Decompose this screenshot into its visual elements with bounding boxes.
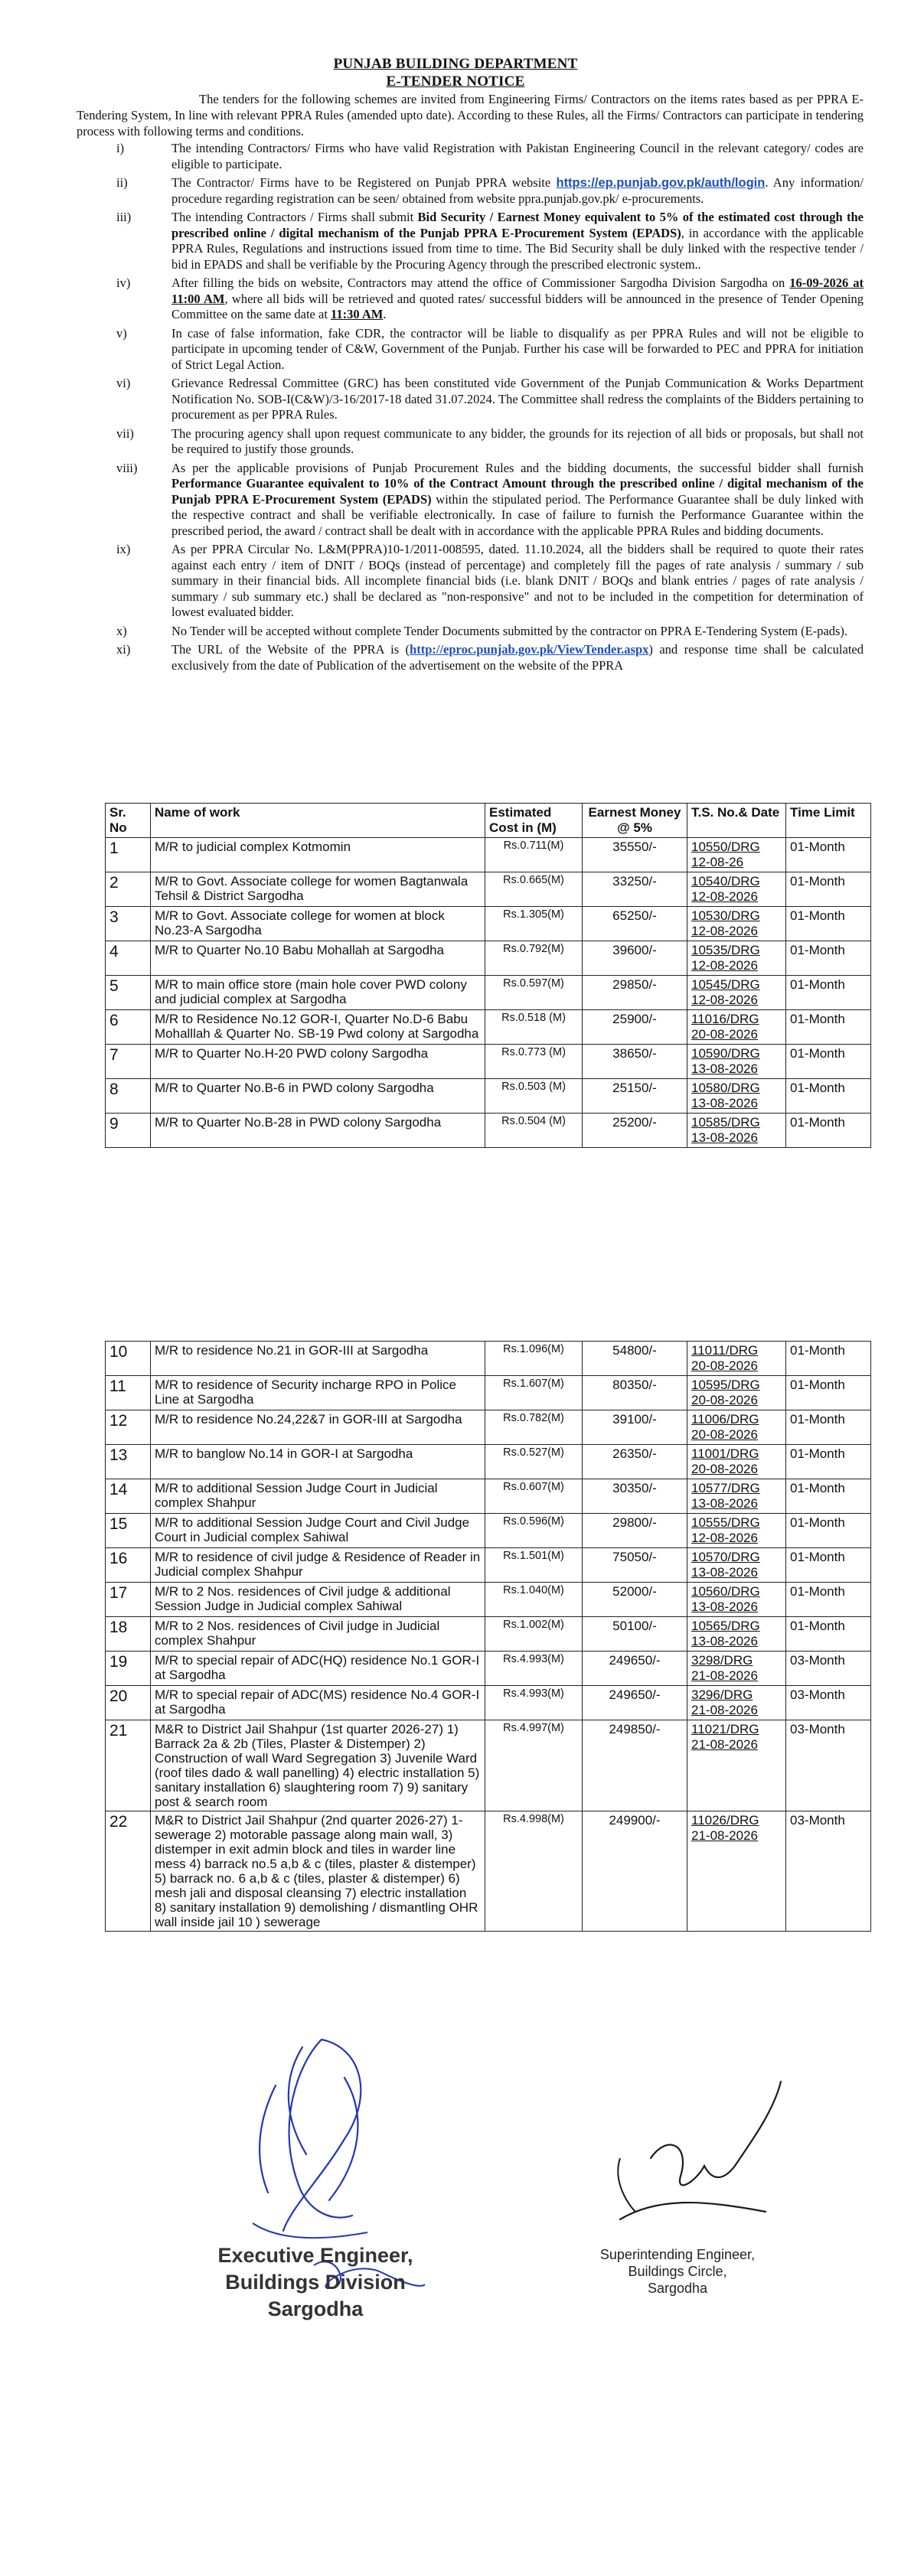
cell-time-limit: 03-Month xyxy=(786,1652,871,1686)
cell-time-limit: 01-Month xyxy=(786,976,871,1010)
term-text xyxy=(171,175,864,207)
cell-earnest-money: 249900/- xyxy=(583,1811,687,1932)
cell-sr-no: 14 xyxy=(106,1479,151,1514)
ts-number: 10595/DRG xyxy=(691,1378,760,1392)
term-item xyxy=(77,276,864,323)
ts-date: 21-08-2026 xyxy=(691,1668,758,1683)
ts-date: 21-08-2026 xyxy=(691,1703,758,1717)
superintending-engineer-block xyxy=(574,2246,781,2297)
cell-ts-no-date xyxy=(687,1010,786,1045)
ts-date: 13-08-2026 xyxy=(691,1599,758,1614)
term-item xyxy=(77,326,864,373)
table-row xyxy=(106,1010,871,1045)
term-item xyxy=(77,624,864,640)
cell-time-limit: 01-Month xyxy=(786,838,871,872)
table-row xyxy=(106,941,871,976)
cell-sr-no: 11 xyxy=(106,1376,151,1410)
cell-estimated-cost: Rs.0.607(M) xyxy=(485,1479,583,1514)
cell-estimated-cost: Rs.4.993(M) xyxy=(485,1686,583,1720)
cell-earnest-money: 33250/- xyxy=(583,872,687,907)
table-row xyxy=(106,1376,871,1410)
cell-sr-no: 20 xyxy=(106,1686,151,1720)
ts-number: 10570/DRG xyxy=(691,1550,760,1564)
ts-number: 10555/DRG xyxy=(691,1515,760,1530)
term-text xyxy=(171,461,864,540)
ts-date: 20-08-2026 xyxy=(691,1393,758,1407)
cell-earnest-money: 29850/- xyxy=(583,976,687,1010)
cell-earnest-money: 80350/- xyxy=(583,1376,687,1410)
term-segment: No Tender will be accepted without complete Tender Documents submitted by the contractor on PPRA E-Tendering System (E-pads). xyxy=(171,623,848,638)
cell-earnest-money: 65250/- xyxy=(583,907,687,941)
cell-time-limit: 01-Month xyxy=(786,1376,871,1410)
cell-name-of-work: M/R to main office store (main hole cover PWD colony and judicial complex at Sargodha xyxy=(151,976,485,1010)
cell-name-of-work: M/R to Quarter No.B-6 in PWD colony Sargodha xyxy=(151,1079,485,1114)
cell-estimated-cost: Rs.1.002(M) xyxy=(485,1617,583,1652)
term-number: iii) xyxy=(116,210,132,224)
cell-earnest-money: 75050/- xyxy=(583,1548,687,1583)
table-row xyxy=(106,1811,871,1932)
term-segment: Grievance Redressal Committee (GRC) has been constituted vide Government of the Punjab Communication & Works Department Notification No. SOB-I(C&W)/3-16/2017-18 dated 31.07.2024. The Committee shall redress the complaints of the Bidders pertaining to procurement as per PPRA Rules. xyxy=(171,376,864,422)
ts-number: 10590/DRG xyxy=(691,1046,760,1061)
cell-estimated-cost: Rs.0.792(M) xyxy=(485,941,583,976)
term-segment: As per the applicable provisions of Punjab Procurement Rules and the bidding documents, the successful bidder shall furnish xyxy=(171,460,864,475)
table-row xyxy=(106,1583,871,1617)
term-segment: In case of false information, fake CDR, the contractor will be liable to disqualify as per PPRA Rules and will not be eligible to participate in upcoming tender of C&W, Government of the Punjab. Further his case will be forwarded to PEC and PPRA for initiation of Strict Legal Action. xyxy=(171,325,864,372)
term-segment: 11:30 AM xyxy=(331,307,384,321)
cell-sr-no: 13 xyxy=(106,1445,151,1479)
cell-estimated-cost: Rs.1.305(M) xyxy=(485,907,583,941)
cell-estimated-cost: Rs.0.773 (M) xyxy=(485,1045,583,1079)
table-row xyxy=(106,1548,871,1583)
cell-earnest-money: 29800/- xyxy=(583,1514,687,1548)
table-header-row xyxy=(106,804,871,838)
cell-name-of-work: M/R to Govt. Associate college for women at block No.23-A Sargodha xyxy=(151,907,485,941)
cell-time-limit: 01-Month xyxy=(786,1045,871,1079)
cell-time-limit: 01-Month xyxy=(786,1010,871,1045)
cell-ts-no-date xyxy=(687,907,786,941)
term-segment: The procuring agency shall upon request communicate to any bidder, the grounds for its rejection of all bids or proposals, but shall not be required to justify those grounds. xyxy=(171,426,864,456)
cell-name-of-work: M&R to District Jail Shahpur (1st quarter 2026-27) 1) Barrack 2a & 2b (Tiles, Plaster & Distemper) 2) Construction of wall Ward Segregation 3) Juvenile Ward (roof tiles dado & wall panelling) 4) electric installation 5) sanitary installation 6) slaughtering room 7) 9) sanitary post & search room xyxy=(151,1720,485,1811)
cell-time-limit: 01-Month xyxy=(786,1617,871,1652)
term-number: vii) xyxy=(116,426,134,441)
cell-earnest-money: 38650/- xyxy=(583,1045,687,1079)
cell-earnest-money: 25150/- xyxy=(583,1079,687,1114)
cell-ts-no-date xyxy=(687,1376,786,1410)
terms-list xyxy=(77,141,864,677)
cell-estimated-cost: Rs.1.040(M) xyxy=(485,1583,583,1617)
cell-name-of-work: M/R to banglow No.14 in GOR-I at Sargodha xyxy=(151,1445,485,1479)
cell-name-of-work: M/R to additional Session Judge Court in Judicial complex Shahpur xyxy=(151,1479,485,1514)
term-segment: , where all bids will be retrieved and quoted rates/ successful bidders will be announced in the presence of Tender Opening Committee on the same date at xyxy=(171,291,864,321)
cell-estimated-cost: Rs.1.607(M) xyxy=(485,1376,583,1410)
cell-time-limit: 01-Month xyxy=(786,1583,871,1617)
cell-sr-no: 22 xyxy=(106,1811,151,1932)
ts-date: 13-08-2026 xyxy=(691,1061,758,1076)
term-number: viii) xyxy=(116,460,138,475)
cell-estimated-cost: Rs.0.504 (M) xyxy=(485,1114,583,1148)
term-item xyxy=(77,426,864,458)
table-row xyxy=(106,1045,871,1079)
term-segment: . xyxy=(383,307,387,321)
cell-name-of-work: M/R to Govt. Associate college for women Bagtanwala Tehsil & District Sargodha xyxy=(151,872,485,907)
ts-date: 12-08-2026 xyxy=(691,889,758,904)
ts-number: 10550/DRG xyxy=(691,840,760,854)
cell-time-limit: 03-Month xyxy=(786,1686,871,1720)
superintending-engineer-city: Sargodha xyxy=(647,2281,708,2296)
cell-sr-no: 19 xyxy=(106,1652,151,1686)
term-item xyxy=(77,542,864,621)
term-item xyxy=(77,461,864,540)
table-row xyxy=(106,1514,871,1548)
term-text xyxy=(171,326,864,373)
cell-earnest-money: 25200/- xyxy=(583,1114,687,1148)
cell-time-limit: 01-Month xyxy=(786,1114,871,1148)
term-item xyxy=(77,376,864,423)
cell-estimated-cost: Rs.0.597(M) xyxy=(485,976,583,1010)
cell-estimated-cost: Rs.0.665(M) xyxy=(485,872,583,907)
term-number: xi) xyxy=(116,642,131,657)
executive-engineer-block xyxy=(201,2242,430,2323)
cell-estimated-cost: Rs.0.782(M) xyxy=(485,1410,583,1445)
cell-name-of-work: M&R to District Jail Shahpur (2nd quarter 2026-27) 1- sewerage 2) motorable passage along main wall, 3) distemper in exit admin block and tiles in warder line mess 4) barrack no.5 a,b & c (tiles, plaster & distemper) 5) barrack no. 6 a,b & c (tiles, plaster & distemper) 6) mesh jali and disposal cleansing 7) electric installation 8) sanitary installation 9) demolishing / dismantling OHR wall inside jail 10 ) sewerage xyxy=(151,1811,485,1932)
cell-name-of-work: M/R to residence of Security incharge RPO in Police Line at Sargodha xyxy=(151,1376,485,1410)
cell-earnest-money: 39600/- xyxy=(583,941,687,976)
cell-estimated-cost: Rs.4.998(M) xyxy=(485,1811,583,1932)
term-text xyxy=(171,542,864,621)
cell-name-of-work: M/R to residence No.21 in GOR-III at Sargodha xyxy=(151,1342,485,1376)
table-row xyxy=(106,1652,871,1686)
table-row xyxy=(106,1479,871,1514)
cell-time-limit: 01-Month xyxy=(786,1479,871,1514)
term-number: iv) xyxy=(116,276,131,290)
cell-sr-no: 2 xyxy=(106,872,151,907)
ts-number: 3298/DRG xyxy=(691,1653,753,1668)
table-row xyxy=(106,1445,871,1479)
cell-sr-no: 16 xyxy=(106,1548,151,1583)
cell-sr-no: 7 xyxy=(106,1045,151,1079)
cell-ts-no-date xyxy=(687,976,786,1010)
cell-time-limit: 03-Month xyxy=(786,1811,871,1932)
superintending-engineer-signature xyxy=(589,2066,789,2250)
cell-name-of-work: M/R to Quarter No.H-20 PWD colony Sargodha xyxy=(151,1045,485,1079)
cell-earnest-money: 25900/- xyxy=(583,1010,687,1045)
cell-earnest-money: 52000/- xyxy=(583,1583,687,1617)
cell-estimated-cost: Rs.4.993(M) xyxy=(485,1652,583,1686)
ts-number: 11006/DRG xyxy=(691,1412,759,1427)
cell-sr-no: 1 xyxy=(106,838,151,872)
superintending-engineer-circle: Buildings Circle, xyxy=(628,2264,727,2279)
cell-sr-no: 9 xyxy=(106,1114,151,1148)
term-text xyxy=(171,426,864,458)
cell-earnest-money: 54800/- xyxy=(583,1342,687,1376)
cell-sr-no: 4 xyxy=(106,941,151,976)
term-item xyxy=(77,141,864,172)
term-segment: After filling the bids on website, Contractors may attend the office of Commissioner Sargodha Division Sargodha on xyxy=(171,276,790,290)
cell-estimated-cost: Rs.0.518 (M) xyxy=(485,1010,583,1045)
cell-time-limit: 01-Month xyxy=(786,907,871,941)
cell-estimated-cost: Rs.0.596(M) xyxy=(485,1514,583,1548)
ts-number: 11011/DRG xyxy=(691,1343,759,1358)
ts-number: 11026/DRG xyxy=(691,1813,759,1828)
term-segment: As per PPRA Circular No. L&M(PPRA)10-1/2011-008595, dated. 11.10.2024, all the bidders shall be required to quote their rates against each entry / item of DNIT / BOQs (instead of percentage) and completely fill the pages of rate analysis / summary / sub summary in their financial bids. All incomplete financial bids (i.e. blank DNIT / BOQs and blank entries / pages of rate analysis / summary / sub summary etc.) shall be declared as "non-responsive" and not to be included in the competition for determination of lowest evaluated bidder. xyxy=(171,542,864,619)
cell-earnest-money: 26350/- xyxy=(583,1445,687,1479)
ts-number: 10580/DRG xyxy=(691,1081,760,1095)
notice-title: E-TENDER NOTICE xyxy=(386,73,525,90)
term-link[interactable]: http://eproc.punjab.gov.pk/ViewTender.aspx xyxy=(410,642,649,657)
cell-time-limit: 01-Month xyxy=(786,872,871,907)
ts-date: 20-08-2026 xyxy=(691,1427,758,1442)
cell-name-of-work: M/R to additional Session Judge Court and Civil Judge Court in Judicial complex Sahiwal xyxy=(151,1514,485,1548)
cell-ts-no-date xyxy=(687,1720,786,1811)
cell-ts-no-date xyxy=(687,1811,786,1932)
header-earnest-money: Earnest Money @ 5% xyxy=(583,804,687,838)
term-number: vi) xyxy=(116,376,131,390)
cell-sr-no: 6 xyxy=(106,1010,151,1045)
ts-date: 12-08-2026 xyxy=(691,1531,758,1545)
cell-ts-no-date xyxy=(687,1114,786,1148)
term-segment: ) and response time shall be calculated exclusively from the date of Publication of the advertisement on the website of the PPRA xyxy=(171,642,864,673)
cell-sr-no: 18 xyxy=(106,1617,151,1652)
cell-name-of-work: M/R to Quarter No.B-28 in PWD colony Sargodha xyxy=(151,1114,485,1148)
executive-engineer-division: Buildings Division xyxy=(225,2271,406,2294)
term-text xyxy=(171,276,864,323)
table-row xyxy=(106,1410,871,1445)
cell-name-of-work: M/R to Quarter No.10 Babu Mohallah at Sargodha xyxy=(151,941,485,976)
cell-earnest-money: 50100/- xyxy=(583,1617,687,1652)
cell-time-limit: 01-Month xyxy=(786,941,871,976)
term-segment: , in accordance with the applicable PPRA Rules, Regulations and instructions issued from time to time. The Bid Security shall be duly linked with the respective tender / bid in EPADS and shall be verifiable by the Procuring Agency through the prescribed electronic system.. xyxy=(171,225,864,272)
cell-ts-no-date xyxy=(687,1410,786,1445)
table-row xyxy=(106,1720,871,1811)
table-row xyxy=(106,907,871,941)
cell-estimated-cost: Rs.1.501(M) xyxy=(485,1548,583,1583)
ts-date: 13-08-2026 xyxy=(691,1130,758,1145)
cell-sr-no: 15 xyxy=(106,1514,151,1548)
intro-paragraph: The tenders for the following schemes are invited from Engineering Firms/ Contractors on the items rates based as per PPRA E-Tendering System, In line with relevant PPRA Rules (amended upto date). According to these Rules, all the Firms/ Contractors can participate in tendering process with following terms and conditions. xyxy=(77,92,864,139)
ts-number: 10565/DRG xyxy=(691,1619,760,1633)
cell-ts-no-date xyxy=(687,1548,786,1583)
ts-date: 20-08-2026 xyxy=(691,1462,758,1476)
cell-sr-no: 12 xyxy=(106,1410,151,1445)
term-segment: Performance Guarantee equivalent to 10% of the Contract Amount through the prescribed online / digital mechanism of the Punjab PPRA E-Procurement System (EPADS) xyxy=(171,476,864,507)
cell-name-of-work: M/R to Residence No.12 GOR-I, Quarter No.D-6 Babu Mohalllah & Quarter No. SB-19 Pwd colony at Sargodha xyxy=(151,1010,485,1045)
executive-engineer-signature xyxy=(230,2032,398,2254)
table-row xyxy=(106,1686,871,1720)
header-sr-no: Sr. No xyxy=(106,804,151,838)
ts-number: 10535/DRG xyxy=(691,943,760,957)
cell-ts-no-date xyxy=(687,1445,786,1479)
cell-earnest-money: 249650/- xyxy=(583,1686,687,1720)
term-item xyxy=(77,210,864,272)
term-segment: . Any information/ procedure regarding registration can be seen/ obtained from website ppra.punjab.gov.pk/ e-procurements. xyxy=(171,175,864,206)
table-row xyxy=(106,976,871,1010)
term-segment: within the stipulated period. The Performance Guarantee shall be duly linked with the respective contract and shall be verifiable electronically. In case of failure to furnish the Performance Guarantee within the prescribed period, the award / contract shall be dealt with in accordance with the applicable PPRA Rules and bidding documents. xyxy=(171,491,864,538)
term-item xyxy=(77,175,864,207)
ts-date: 12-08-26 xyxy=(691,855,744,869)
cell-estimated-cost: Rs.1.096(M) xyxy=(485,1342,583,1376)
term-number: v) xyxy=(116,325,127,341)
table-row xyxy=(106,1342,871,1376)
works-table-part-1 xyxy=(105,803,871,1148)
ts-date: 12-08-2026 xyxy=(691,993,758,1007)
cell-earnest-money: 249850/- xyxy=(583,1720,687,1811)
cell-earnest-money: 39100/- xyxy=(583,1410,687,1445)
cell-ts-no-date xyxy=(687,838,786,872)
cell-earnest-money: 35550/- xyxy=(583,838,687,872)
ts-date: 21-08-2026 xyxy=(691,1737,758,1752)
cell-time-limit: 01-Month xyxy=(786,1445,871,1479)
header-ts-no-date: T.S. No.& Date xyxy=(687,804,786,838)
header-estimated-cost: Estimated Cost in (M) xyxy=(485,804,583,838)
executive-engineer-title: Executive Engineer, xyxy=(217,2244,413,2267)
header-time-limit: Time Limit xyxy=(786,804,871,838)
term-text xyxy=(171,210,864,272)
cell-sr-no: 17 xyxy=(106,1583,151,1617)
ts-date: 13-08-2026 xyxy=(691,1634,758,1648)
cell-ts-no-date xyxy=(687,1583,786,1617)
cell-name-of-work: M/R to special repair of ADC(MS) residence No.4 GOR-I at Sargodha xyxy=(151,1686,485,1720)
cell-name-of-work: M/R to 2 Nos. residences of Civil judge & additional Session Judge in Judicial complex Sahiwal xyxy=(151,1583,485,1617)
cell-earnest-money: 249650/- xyxy=(583,1652,687,1686)
cell-ts-no-date xyxy=(687,1617,786,1652)
term-link[interactable]: https://ep.punjab.gov.pk/auth/login xyxy=(556,176,766,190)
term-number: x) xyxy=(116,623,127,638)
ts-date: 21-08-2026 xyxy=(691,1828,758,1843)
cell-ts-no-date xyxy=(687,941,786,976)
cell-estimated-cost: Rs.0.527(M) xyxy=(485,1445,583,1479)
ts-number: 11021/DRG xyxy=(691,1722,759,1736)
cell-name-of-work: M/R to residence of civil judge & Residence of Reader in Judicial complex Shahpur xyxy=(151,1548,485,1583)
ts-number: 3296/DRG xyxy=(691,1687,753,1702)
cell-earnest-money: 30350/- xyxy=(583,1479,687,1514)
cell-ts-no-date xyxy=(687,1686,786,1720)
term-segment: Bid Security / Earnest Money equivalent to 5% of the estimated cost through the prescribed online / digital mechanism of the Punjab PPRA E-Procurement System (EPADS) xyxy=(171,210,864,240)
term-text xyxy=(171,642,864,673)
cell-time-limit: 01-Month xyxy=(786,1548,871,1583)
table-row xyxy=(106,1079,871,1114)
cell-estimated-cost: Rs.4.997(M) xyxy=(485,1720,583,1811)
ts-date: 13-08-2026 xyxy=(691,1496,758,1511)
cell-sr-no: 8 xyxy=(106,1079,151,1114)
cell-time-limit: 01-Month xyxy=(786,1342,871,1376)
term-text xyxy=(171,624,864,640)
cell-ts-no-date xyxy=(687,872,786,907)
cell-name-of-work: M/R to judicial complex Kotmomin xyxy=(151,838,485,872)
term-number: ix) xyxy=(116,542,131,556)
term-segment: The intending Contractors / Firms shall submit xyxy=(171,210,418,224)
ts-number: 10540/DRG xyxy=(691,874,760,889)
table-row xyxy=(106,1114,871,1148)
cell-sr-no: 21 xyxy=(106,1720,151,1811)
header-name-of-work: Name of work xyxy=(151,804,485,838)
ts-date: 20-08-2026 xyxy=(691,1358,758,1373)
term-item xyxy=(77,642,864,673)
cell-time-limit: 01-Month xyxy=(786,1514,871,1548)
cell-name-of-work: M/R to 2 Nos. residences of Civil judge in Judicial complex Shahpur xyxy=(151,1617,485,1652)
term-segment: The URL of the Website of the PPRA is ( xyxy=(171,642,410,657)
ts-date: 20-08-2026 xyxy=(691,1027,758,1042)
term-text xyxy=(171,141,864,172)
cell-estimated-cost: Rs.0.503 (M) xyxy=(485,1079,583,1114)
ts-date: 12-08-2026 xyxy=(691,924,758,938)
table-row xyxy=(106,872,871,907)
ts-number: 10585/DRG xyxy=(691,1115,760,1130)
term-segment: The Contractor/ Firms have to be Registered on Punjab PPRA website xyxy=(171,175,557,190)
cell-sr-no: 10 xyxy=(106,1342,151,1376)
cell-sr-no: 5 xyxy=(106,976,151,1010)
ts-date: 12-08-2026 xyxy=(691,958,758,973)
cell-name-of-work: M/R to residence No.24,22&7 in GOR-III at Sargodha xyxy=(151,1410,485,1445)
cell-ts-no-date xyxy=(687,1045,786,1079)
table-row xyxy=(106,1617,871,1652)
cell-time-limit: 01-Month xyxy=(786,1410,871,1445)
term-segment: The intending Contractors/ Firms who have valid Registration with Pakistan Engineering Council in the relevant category/ codes are eligible to participate. xyxy=(171,141,864,171)
cell-time-limit: 03-Month xyxy=(786,1720,871,1811)
ts-number: 10545/DRG xyxy=(691,977,760,992)
cell-sr-no: 3 xyxy=(106,907,151,941)
term-number: i) xyxy=(116,141,125,155)
ts-date: 13-08-2026 xyxy=(691,1096,758,1110)
cell-time-limit: 01-Month xyxy=(786,1079,871,1114)
term-number: ii) xyxy=(116,175,128,190)
term-text xyxy=(171,376,864,423)
cell-ts-no-date xyxy=(687,1342,786,1376)
executive-engineer-city: Sargodha xyxy=(267,2297,364,2320)
term-segment: 16-09-2026 at 11:00 AM xyxy=(171,276,864,306)
cell-ts-no-date xyxy=(687,1514,786,1548)
cell-ts-no-date xyxy=(687,1652,786,1686)
ts-number: 11016/DRG xyxy=(691,1012,759,1026)
cell-ts-no-date xyxy=(687,1479,786,1514)
table-row xyxy=(106,838,871,872)
superintending-engineer-title: Superintending Engineer, xyxy=(599,2247,756,2262)
ts-number: 11001/DRG xyxy=(691,1446,759,1461)
ts-number: 10530/DRG xyxy=(691,908,760,923)
department-title: PUNJAB BUILDING DEPARTMENT xyxy=(333,56,578,72)
cell-name-of-work: M/R to special repair of ADC(HQ) residence No.1 GOR-I at Sargodha xyxy=(151,1652,485,1686)
ts-number: 10560/DRG xyxy=(691,1584,760,1599)
ts-number: 10577/DRG xyxy=(691,1481,760,1495)
works-table-part-2 xyxy=(105,1341,871,1932)
cell-estimated-cost: Rs.0.711(M) xyxy=(485,838,583,872)
ts-date: 13-08-2026 xyxy=(691,1565,758,1580)
cell-ts-no-date xyxy=(687,1079,786,1114)
